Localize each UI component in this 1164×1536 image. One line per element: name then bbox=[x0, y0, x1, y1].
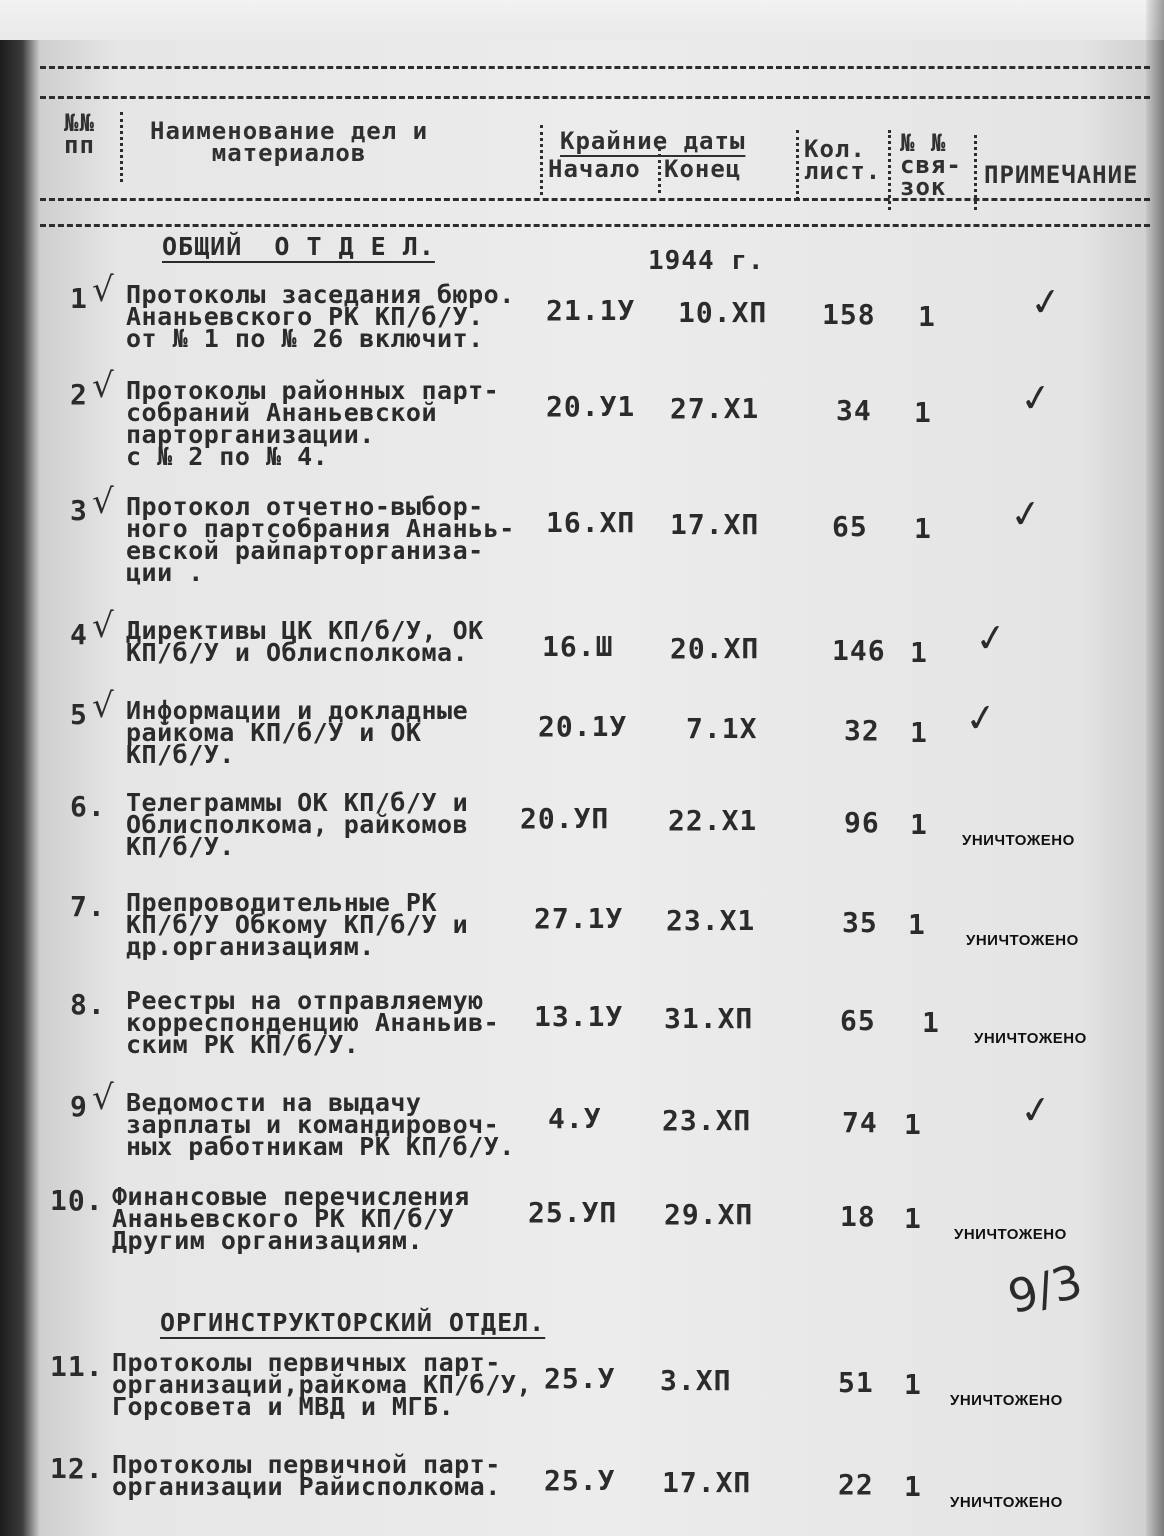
row-check-mark: √ bbox=[92, 606, 114, 646]
row-note-stamp: УНИЧТОЖЕНО bbox=[974, 1030, 1087, 1047]
row-number: 1 bbox=[70, 282, 88, 315]
row-bundle-number: 1 bbox=[910, 808, 928, 841]
header-name: Наименование дел и материалов bbox=[150, 117, 429, 167]
row-name: Реестры на отправляемую корреспонденцию Ананьив- ским РК КП/б/У. bbox=[126, 986, 500, 1059]
row-end-date: 31.XП bbox=[664, 1002, 754, 1035]
note-check-mark: ✓ bbox=[1007, 489, 1045, 539]
header-end: Конец bbox=[664, 155, 742, 183]
header-col-separator bbox=[540, 125, 543, 195]
header-bundles: № № свя- зок bbox=[900, 129, 962, 201]
row-name: Директивы ЦК КП/б/У, ОК КП/б/У и Облисполкома. bbox=[126, 616, 484, 667]
handwritten-fraction: 9/3 bbox=[1002, 1253, 1088, 1325]
row-sheet-count: 35 bbox=[842, 906, 878, 939]
page-edge-shadow bbox=[1146, 0, 1164, 1536]
row-sheet-count: 34 bbox=[836, 394, 872, 427]
row-note-stamp: УНИЧТОЖЕНО bbox=[950, 1392, 1063, 1409]
row-end-date: 23.XП bbox=[662, 1104, 752, 1137]
row-start-date: 20.УП bbox=[520, 802, 610, 835]
page-top-margin bbox=[0, 0, 1164, 40]
row-start-date: 16.Ш bbox=[542, 630, 614, 663]
header-start: Начало bbox=[548, 155, 641, 183]
row-bundle-number: 1 bbox=[914, 396, 932, 429]
row-start-date: 16.XП bbox=[546, 506, 636, 539]
row-sheet-count: 146 bbox=[832, 634, 886, 667]
note-check-mark: ✓ bbox=[962, 693, 1000, 743]
row-bundle-number: 1 bbox=[910, 716, 928, 749]
row-end-date: 27.X1 bbox=[670, 392, 760, 425]
row-number: 10. bbox=[50, 1184, 104, 1217]
row-bundle-number: 1 bbox=[910, 636, 928, 669]
note-check-mark: ✓ bbox=[1017, 1085, 1055, 1135]
row-number: 11. bbox=[50, 1350, 104, 1383]
row-start-date: 25.УП bbox=[528, 1196, 618, 1229]
header-sheets: Кол. лист. bbox=[804, 135, 882, 185]
row-end-date: 22.X1 bbox=[668, 804, 758, 837]
header-num: №№ пп bbox=[64, 109, 95, 159]
row-sheet-count: 65 bbox=[832, 510, 868, 543]
row-bundle-number: 1 bbox=[904, 1108, 922, 1141]
row-start-date: 4.У bbox=[548, 1102, 602, 1135]
row-name: Информации и докладные райкома КП/б/У и ОК КП/б/У. bbox=[126, 696, 469, 769]
row-start-date: 21.1У bbox=[546, 294, 636, 327]
row-sheet-count: 65 bbox=[840, 1004, 876, 1037]
row-bundle-number: 1 bbox=[922, 1006, 940, 1039]
row-end-date: 17.XП bbox=[670, 508, 760, 541]
header-col-separator bbox=[796, 130, 799, 200]
row-end-date: 3.XП bbox=[660, 1364, 732, 1397]
row-note-stamp: УНИЧТОЖЕНО bbox=[962, 832, 1075, 849]
note-check-mark: ✓ bbox=[972, 613, 1010, 663]
row-sheet-count: 18 bbox=[840, 1200, 876, 1233]
row-name: Телеграммы ОК КП/б/У и Облисполкома, райкомов КП/б/У. bbox=[126, 788, 469, 861]
row-name: Ведомости на выдачу зарплаты и командировоч- ных работникам РК КП/б/У. bbox=[126, 1088, 515, 1161]
row-number: 4 bbox=[70, 618, 88, 651]
header-note: ПРИМЕЧАНИЕ bbox=[984, 161, 1139, 189]
row-number: 8. bbox=[70, 988, 106, 1021]
row-end-date: 23.X1 bbox=[666, 904, 756, 937]
row-name: Препроводительные РК КП/б/У Обкому КП/б/У и др.организациям. bbox=[126, 888, 469, 961]
note-check-mark: ✓ bbox=[1027, 277, 1065, 327]
row-end-date: 20.XП bbox=[670, 632, 760, 665]
row-bundle-number: 1 bbox=[904, 1202, 922, 1235]
row-start-date: 25.У bbox=[544, 1464, 616, 1497]
header-rule-top bbox=[40, 66, 1150, 69]
row-sheet-count: 32 bbox=[844, 714, 880, 747]
row-sheet-count: 51 bbox=[838, 1366, 874, 1399]
row-sheet-count: 74 bbox=[842, 1106, 878, 1139]
header-col-separator bbox=[888, 130, 891, 210]
section-year: 1944 г. bbox=[648, 246, 765, 276]
header-rule-second bbox=[40, 96, 1150, 99]
row-start-date: 20.У1 bbox=[546, 390, 636, 423]
row-start-date: 13.1У bbox=[534, 1000, 624, 1033]
note-check-mark: ✓ bbox=[1017, 373, 1055, 423]
row-check-mark: √ bbox=[92, 270, 114, 310]
row-number: 7. bbox=[70, 890, 106, 923]
section-title-org: ОРГИНСТРУКТОРСКИЙ ОТДЕЛ. bbox=[160, 1308, 546, 1337]
row-check-mark: √ bbox=[92, 1078, 114, 1118]
row-name: Протокол отчетно-выбор- ного партсобрания Ананьь- евской райпарторганиза- ции . bbox=[126, 492, 515, 587]
row-start-date: 25.У bbox=[544, 1362, 616, 1395]
row-check-mark: √ bbox=[92, 482, 114, 522]
row-start-date: 27.1У bbox=[534, 902, 624, 935]
row-note-stamp: УНИЧТОЖЕНО bbox=[950, 1494, 1063, 1511]
row-note-stamp: УНИЧТОЖЕНО bbox=[954, 1226, 1067, 1243]
header-dates: Крайние даты bbox=[560, 127, 746, 155]
row-bundle-number: 1 bbox=[918, 300, 936, 333]
row-end-date: 7.1X bbox=[686, 712, 758, 745]
row-check-mark: √ bbox=[92, 686, 114, 726]
row-bundle-number: 1 bbox=[908, 908, 926, 941]
row-name: Финансовые перечисления Ананьевского РК КП/б/У Другим организациям. bbox=[112, 1182, 470, 1255]
row-end-date: 29.XП bbox=[664, 1198, 754, 1231]
row-name: Протоколы районных парт- собраний Ананьевской парторганизации. с № 2 по № 4. bbox=[126, 376, 500, 471]
row-start-date: 20.1У bbox=[538, 710, 628, 743]
header-col-separator bbox=[120, 112, 123, 182]
row-name: Протоколы первичных парт- организаций,райкома КП/б/У, Горсовета и МВД и МГБ. bbox=[112, 1348, 532, 1421]
row-check-mark: √ bbox=[92, 366, 114, 406]
section-title-general: ОБЩИЙ О Т Д Е Л. bbox=[162, 232, 435, 261]
row-number: 6. bbox=[70, 790, 106, 823]
row-sheet-count: 96 bbox=[844, 806, 880, 839]
row-bundle-number: 1 bbox=[904, 1470, 922, 1503]
row-number: 9 bbox=[70, 1090, 88, 1123]
row-number: 3 bbox=[70, 494, 88, 527]
row-note-stamp: УНИЧТОЖЕНО bbox=[966, 932, 1079, 949]
row-end-date: 10.XП bbox=[678, 296, 768, 329]
row-bundle-number: 1 bbox=[914, 512, 932, 545]
row-name: Протоколы первичной парт- организации Райисполкома. bbox=[112, 1450, 501, 1501]
row-sheet-count: 158 bbox=[822, 298, 876, 331]
header-col-separator bbox=[974, 135, 977, 210]
row-number: 2 bbox=[70, 378, 88, 411]
header-rule-lower bbox=[40, 224, 1150, 227]
header-rule-bottom bbox=[40, 198, 1150, 201]
row-bundle-number: 1 bbox=[904, 1368, 922, 1401]
row-name: Протоколы заседания бюро. Ананьевского РК КП/б/У. от № 1 по № 26 включит. bbox=[126, 280, 515, 353]
row-number: 5 bbox=[70, 698, 88, 731]
row-number: 12. bbox=[50, 1452, 104, 1485]
row-end-date: 17.XП bbox=[662, 1466, 752, 1499]
row-sheet-count: 22 bbox=[838, 1468, 874, 1501]
